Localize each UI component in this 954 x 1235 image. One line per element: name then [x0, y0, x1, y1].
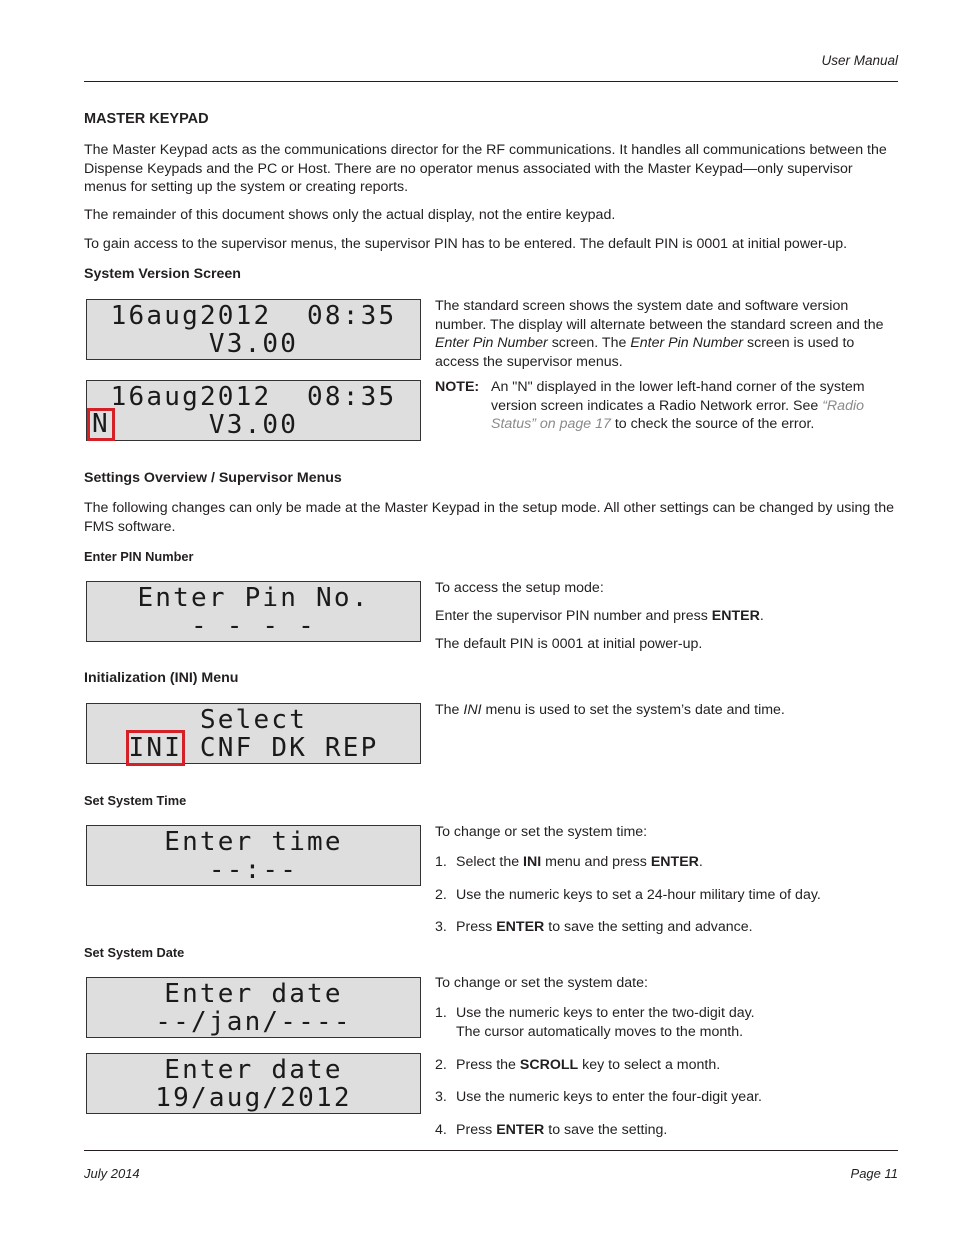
enter-pin-text-1: To access the setup mode:	[435, 580, 604, 596]
lcd-line-1: Enter date	[164, 1055, 343, 1085]
ini-menu-description: The INI menu is used to set the system’s date and time.	[435, 702, 785, 718]
header-rule	[84, 81, 898, 82]
header-title: User Manual	[821, 53, 898, 68]
footer-page-number: Page 11	[850, 1166, 898, 1181]
lcd-enter-date-filled	[86, 1053, 421, 1114]
set-date-intro: To change or set the system date:	[435, 975, 648, 991]
radio-error-flag: N	[92, 409, 110, 439]
settings-text: The following changes can only be made at the Master Keypad in the setup mode. All other settings can be changed by using the FMS software.	[84, 500, 894, 535]
enter-pin-heading: Enter PIN Number	[84, 549, 194, 564]
lcd-line-2: V3.00	[208, 329, 299, 359]
intro-paragraph-1: The Master Keypad acts as the communications director for the RF communications. It handles all communications between the Dispense Keypads and the PC or Host. There are no operator menus associated with the Master Keypad—only supervisor menus for setting up the system or creating reports.	[84, 142, 887, 195]
enter-pin-text-3: The default PIN is 0001 at initial power-up.	[435, 636, 703, 652]
lcd-enter-time	[86, 825, 421, 886]
system-version-description: The standard screen shows the system date and software version number. The display will alternate between the standard screen and the Enter Pin Number screen. The Enter Pin Number screen is used to access the supervisor menus.	[435, 298, 884, 370]
ini-option-highlight: INI	[128, 733, 183, 763]
lcd-line-1: Enter Pin No.	[137, 583, 370, 613]
note-label: NOTE:	[435, 379, 480, 395]
footer-date: July 2014	[84, 1166, 140, 1181]
intro-paragraph-2: The remainder of this document shows only the actual display, not the entire keypad.	[84, 207, 616, 223]
lcd-enter-date-blank	[86, 977, 421, 1038]
lcd-line-2: 19/aug/2012	[155, 1083, 352, 1113]
section-title: MASTER KEYPAD	[84, 111, 209, 127]
lcd-line-1: Enter time	[164, 827, 343, 857]
radio-status-link[interactable]: “Radio Status” on page 17	[491, 397, 864, 432]
system-version-heading: System Version Screen	[84, 266, 241, 282]
ini-menu-heading: Initialization (INI) Menu	[84, 670, 239, 686]
lcd-select-menu	[86, 703, 421, 764]
lcd-line-2: --/jan/----	[155, 1007, 352, 1037]
lcd-line-2: INI CNF DK REP	[128, 733, 379, 763]
lcd-line-1: 16aug2012 08:35	[110, 301, 397, 331]
lcd-line-1: Select	[199, 705, 308, 735]
lcd-enter-pin	[86, 581, 421, 642]
lcd-system-version	[86, 299, 421, 360]
enter-pin-text-2: Enter the supervisor PIN number and press ENTER.	[435, 608, 764, 624]
settings-heading: Settings Overview / Supervisor Menus	[84, 470, 342, 486]
set-date-heading: Set System Date	[84, 945, 185, 960]
set-time-intro: To change or set the system time:	[435, 824, 648, 840]
lcd-system-version-error	[86, 380, 421, 441]
lcd-line-2: V3.00	[208, 410, 299, 440]
note-text: An "N" displayed in the lower left-hand corner of the system version screen indicates a Radio Network error. See “Radio Status” on page 17 to check the source of the error.	[491, 379, 865, 432]
lcd-line-2: --:--	[208, 855, 299, 885]
set-time-heading: Set System Time	[84, 793, 187, 808]
lcd-line-2: - - - -	[191, 611, 316, 641]
intro-paragraph-3: To gain access to the supervisor menus, the supervisor PIN has to be entered. The default PIN is 0001 at initial power-up.	[84, 236, 848, 252]
footer-rule	[84, 1150, 898, 1151]
lcd-line-1: Enter date	[164, 979, 343, 1009]
lcd-line-1: 16aug2012 08:35	[110, 382, 397, 412]
